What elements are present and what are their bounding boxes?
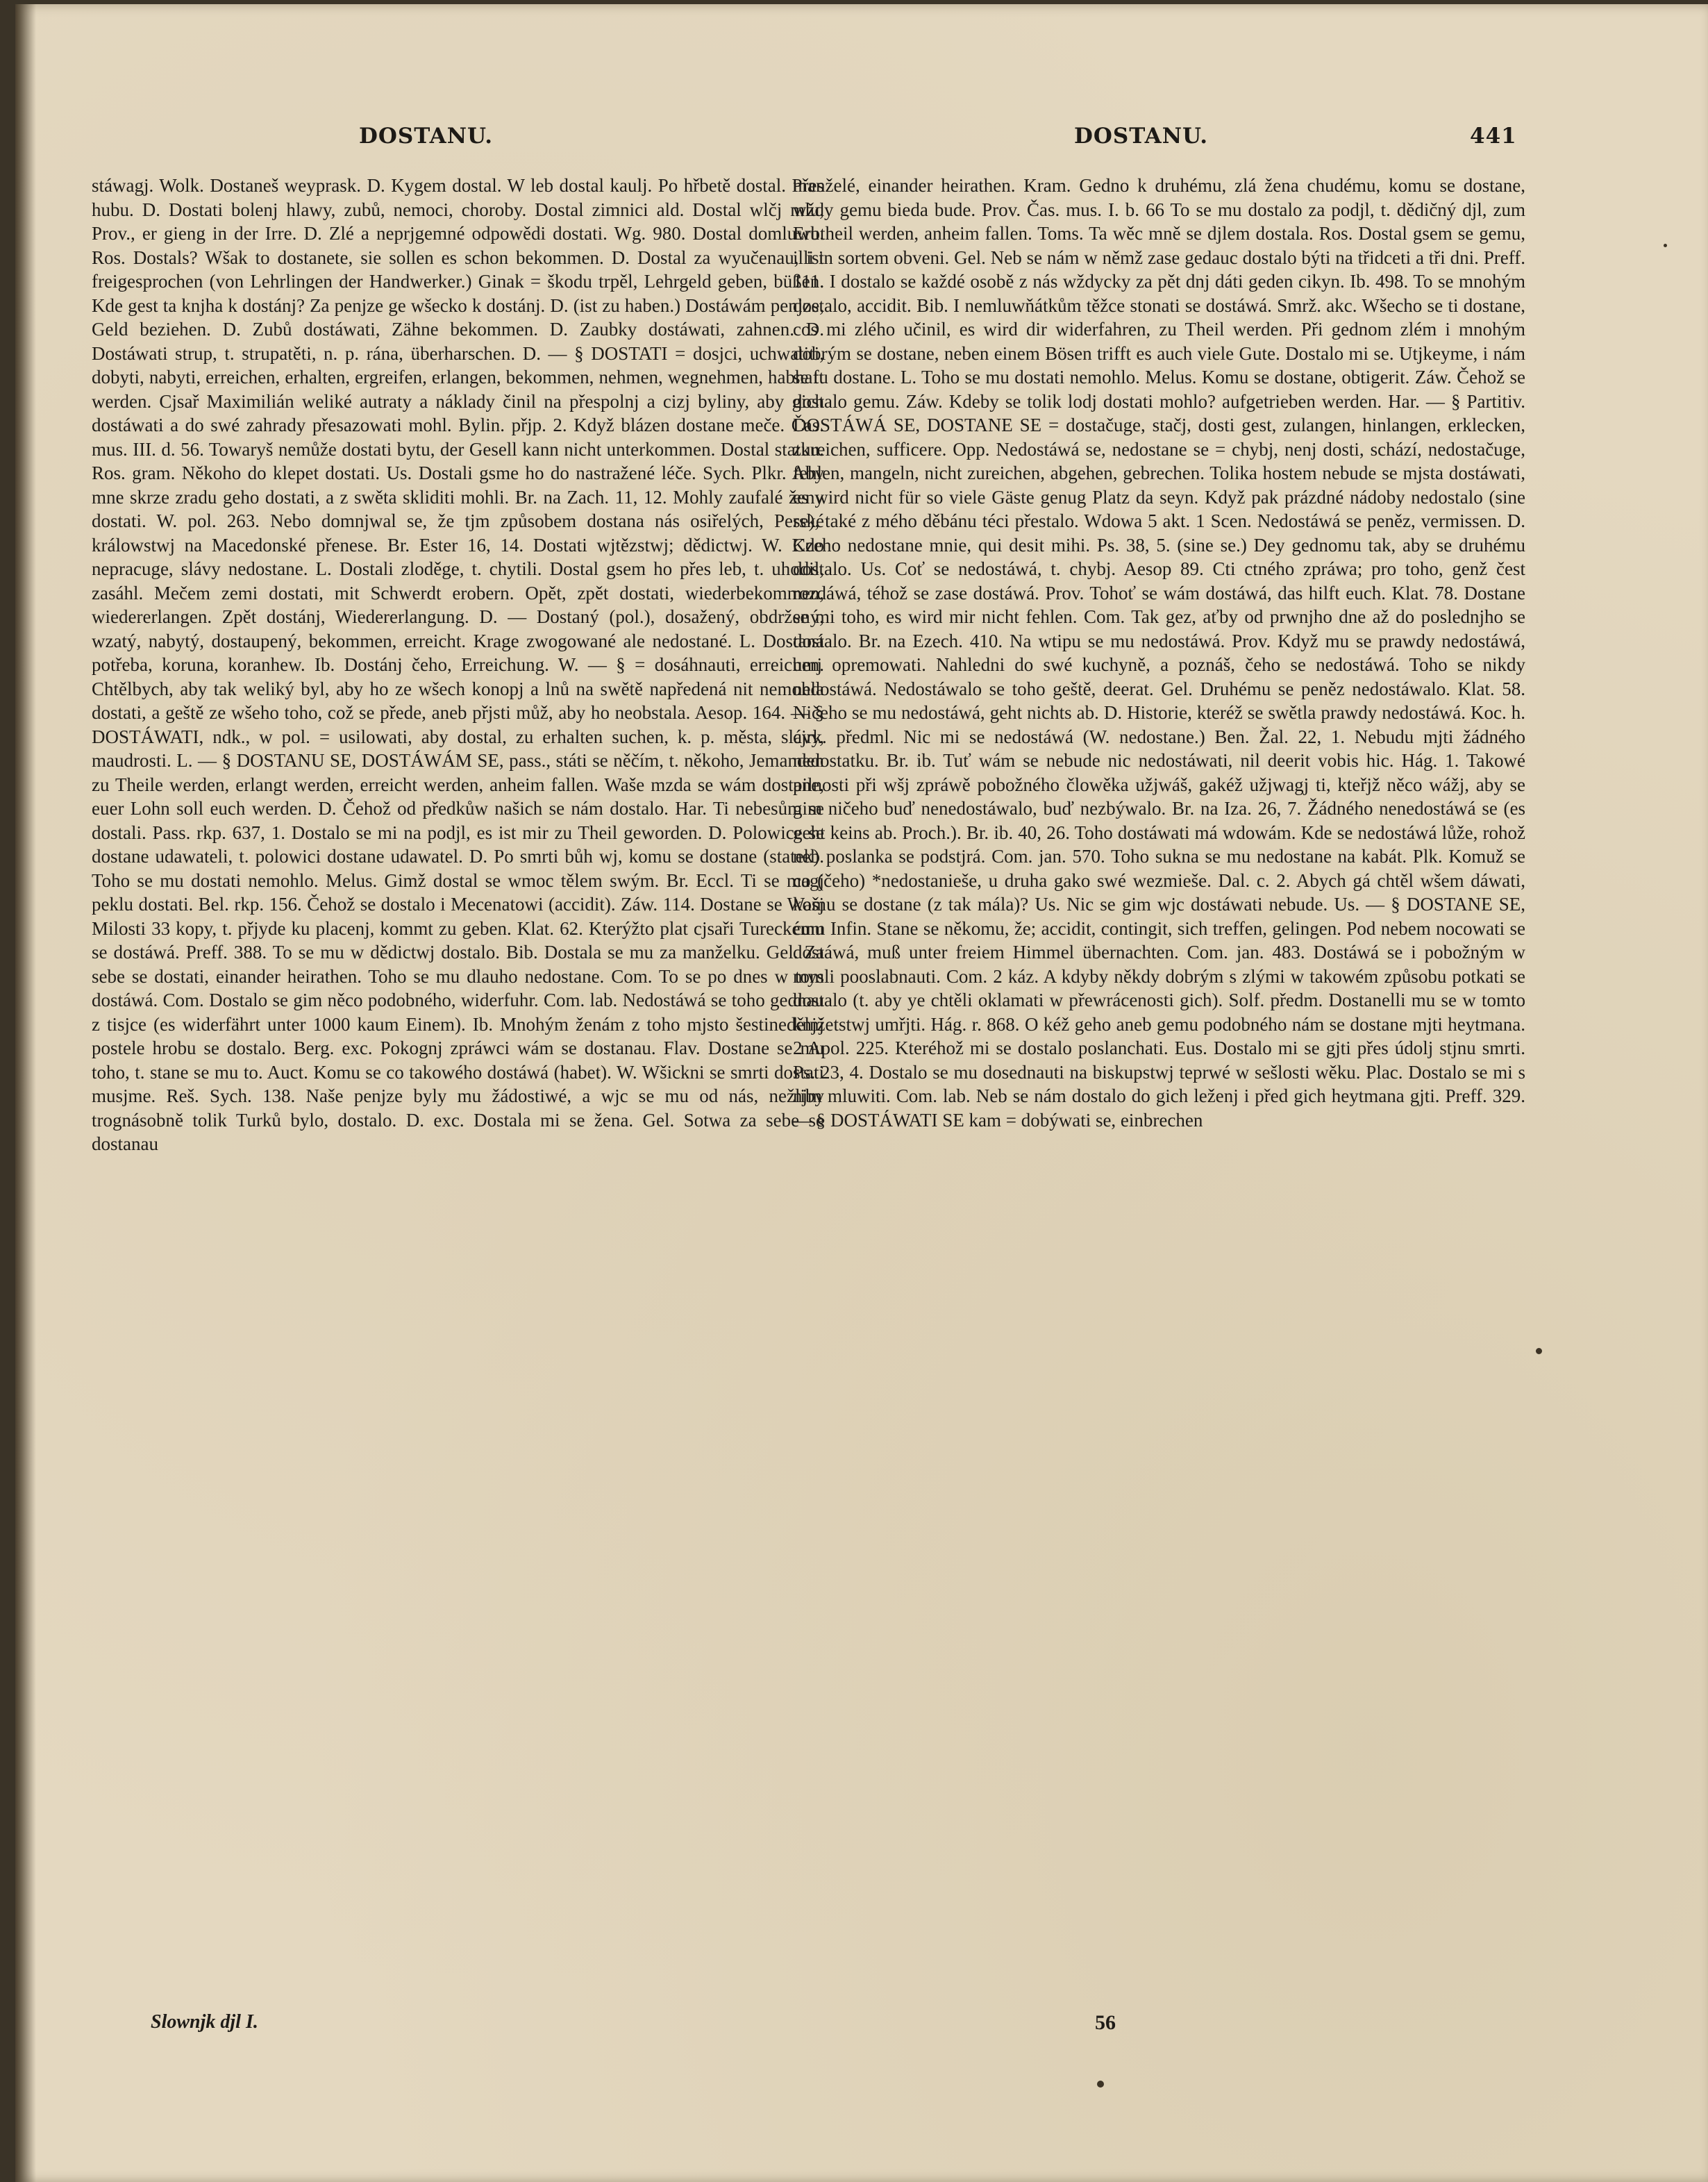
running-head-left: DOSTANU. [359, 124, 494, 149]
right-column [793, 174, 1525, 1137]
signature-mark: 56 [1095, 2011, 1116, 2034]
ink-speck [1097, 2081, 1104, 2088]
left-column [92, 174, 824, 1161]
page-number: 441 [1470, 124, 1517, 149]
volume-footer: Slownjk djl I. [151, 2011, 258, 2033]
binding-gutter [15, 4, 36, 2182]
ink-speck [1664, 244, 1667, 247]
right-column-text: manželé, einander heirathen. Kram. Gedno k druhému, zlá žena chudému, komu se dostane, wždy gemu bieda bude. Prov. Čas. mus. I. b. 66 To se mu dostalo za podjl, t. dědičný djl, zum Erbtheil werden, anheim fallen. Toms. Ta wěc mně se djlem dostala. Ros. Dostal gsem se gemu, illi in sortem obveni. Gel. Neb se nám w němž zase gedauc dostalo býti na třidceti a tři dni. Preff. 111. I dostalo se každé osobě z nás wždycky za pět dnj dáti geden cikyn. Ib. 498. To se mnohým dostalo, accidit. Bib. I nemluwňátkům těžce stonati se dostáwá. Smrž. akc. Wšecho se ti dostane, cos mi zlého učinil, es wird dir widerfahren, zu Theil werden. Při gednom zlém i mnohým dobrým se dostane, neben einem Bösen trifft es auch viele Gute. Dostalo mi se. Utjkeyme, i nám se tu dostane. L. Toho se mu dostati nemohlo. Melus. Komu se dostane, obtigerit. Záw. Čehož se dostalo gemu. Záw. Kdeby se tolik lodj dostati mohlo? aufgetrieben werden. Har. — § Partitiv. DOSTÁWÁ SE, DOSTANE SE = dostačuge, stačj, dosti gest, zulangen, hinlangen, erklecken, zureichen, sufficere. Opp. Nedostáwá se, nedostane se = chybj, nenj dosti, schází, nedostačuge, fehlen, mangeln, nicht zureichen, abgehen, gebrechen. Tolika hostem nebude se mjsta dostáwati, es wird nicht für so viele Gäste genug Platz da seyn. Když pak prázdné nádoby nedostalo (sine se), také z mého děbánu téci přestalo. Wdowa 5 akt. 1 Scen. Nedostáwá se peněz, vermissen. D. Czeho nedostane mnie, qui desit mihi. Ps. 38, 5. (sine se.) Dey gednomu tak, aby se druhému dostalo. Us. Coť se nedostáwá, t. chybj. Aesop 89. Cti ctného zpráwa; pro toho, genž čest rozdáwá, téhož se zase dostáwá. Prov. Tohoť se wám dostáwá, das hilft euch. Klat. 78. Dostane se mi toho, es wird mir nicht fehlen. Com. Tak gez, aťby od prwnjho dne až do poslednjho se dostalo. Br. na Ezech. 410. Na wtipu se mu nedostáwá. Prov. Když mu se prawdy nedostáwá, umj opremowati. Nahledni do swé kuchyně, a poznáš, čeho se nedostáwá. Toho se nikdy nedostáwá. Nedostáwalo se toho geště, deerat. Gel. Druhému se peněz nedostáwalo. Klat. 58. Ničeho se mu nedostáwá, geht nichts ab. D. Historie, kteréž se swětla prawdy nedostáwá. Koc. h. cjrk. předml. Nic mi se nedostáwá (W. nedostane.) Ben. Žal. 22, 1. Nebudu mjti žádného nedostatku. Br. ib. Tuť wám se nebude nic nedostáwati, nil deerit vobis hic. Hág. 1. Takowé pilnosti při wšj zpráwě pobožného člowěka užjwáš, gakéž užjwagj ti, kteřjž něco wážj, aby se gim ničeho buď nenedostáwalo, buď nezbýwalo. Br. na Iza. 26, 7. Žádného nenedostáwá se (es geht keins ab. Proch.). Br. ib. 40, 26. Toho dostáwati má wdowám. Kde se nedostáwá lůže, rohož neb poslanka se podstjrá. Com. jan. 570. Toho sukna se mu nedostane na kabát. Plk. Komuž se co (čeho) *nedostanieše, u druha gako swé wezmieše. Dal. c. 2. Abych gá chtěl wšem dáwati, komu se dostane (z tak mála)? Us. Nic se gim wjc dostáwati nebude. Us. — § DOSTANE SE, cum Infin. Stane se někomu, že; accidit, contingit, sich treffen, gelingen. Pod nebem nocowati se dostáwá, muß unter freiem Himmel übernachten. Com. jan. 483. Dostáwá se i pobožným w mysli pooslabnauti. Com. 2 káz. A kdyby někdy dobrým s zlými w takowém způsobu potkati se dostalo (t. aby ye chtěli oklamati w přewrácenosti gich). Solf. předm. Dostanelli mu se w tomto knjžetstwj umřjti. Hág. r. 868. O kéž geho aneb gemu podobného nám se dostane mjti heytmana. 2 Apol. 225. Kteréhož mi se dostalo poslanchati. Eus. Dostalo mi se gjti přes údolj stjnu smrti. Ps. 23, 4. Dostalo se mu dosednauti na biskupstwj teprwé w sešlosti wěku. Plac. Dostalo se mi s njm mluwiti. Com. lab. Neb se nám dostalo do gich leženj i před gich heytmana gjti. Preff. 329. — § DOSTÁWATI SE kam = dobýwati se, einbrechen [793, 175, 1525, 1131]
ink-speck [1536, 1348, 1542, 1354]
left-column-text: stáwagj. Wolk. Dostaneš weyprask. D. Kygem dostal. W leb dostal kaulj. Po hřbetě dostal. Přes hubu. D. Dostati bolenj hlawy, zubů, nemoci, choroby. Dostal zimnici ald. Dostal wlčj mlu, Prov., er gieng in der Irre. D. Zlé a neprjgemné odpowědi dostati. Wg. 980. Dostal domluwu. Ros. Dostals? Wšak to dostanete, sie sollen es schon bekommen. D. Dostal za wyučenau, ist freigesprochen (von Lehrlingen der Handwerker.) Ginak = škodu trpěl, Lehrgeld geben, büßen. Kde gest ta knjha k dostánj? Za penjze ge wšecko k dostánj. D. (ist zu haben.) Dostáwám penjze, Geld beziehen. D. Zubů dostáwati, Zähne bekommen. D. Zaubky dostáwati, zahnen. D. Dostáwati strup, t. strupatěti, n. p. rána, überharschen. D. — § DOSTATI = dosjci, uchwatiti, dobyti, nabyti, erreichen, erhalten, ergreifen, erlangen, bekommen, nehmen, wegnehmen, habhaft werden. Cjsař Maximilián weliké autraty a náklady činil na přespolnj a cizj byliny, aby gich dostáwati a do swé zahrady přesazowati mohl. Bylin. přjp. 2. Když blázen dostane meče. Čas. mus. III. d. 56. Towaryš nemůže dostati bytu, der Gesell kann nicht unterkommen. Dostal statku. Ros. gram. Někoho do klepet dostati. Us. Dostali gsme ho do nastražené léče. Sych. Plkr. Aby mne skrze zradu geho dostati, a z swěta skliditi mohli. Br. na Zach. 11, 12. Mohly zaufalé ženy dostati. W. pol. 263. Nebo domnjwal se, že tjm způsobem dostana nás osiřelých, Perské králowstwj na Macedonské přenese. Br. Ester 16, 14. Dostati wjtězstwj; dědictwj. W. Kdo nepracuge, slávy nedostane. L. Dostali zloděge, t. chytili. Dostal gsem ho přes leb, t. uhodil, zasáhl. Mečem zemi dostati, mit Schwerdt erobern. Opět, zpět dostati, wiederbekommen, wiedererlangen. Zpět dostánj, Wiedererlangung. D. — Dostaný (pol.), dosažený, obdržený, wzatý, nabytý, dostaupený, bekommen, erreicht. Krage zwogowané ale nedostané. L. Dostaná potřeba, koruna, koranhew. Ib. Dostánj čeho, Erreichung. W. — § = dosáhnauti, erreichen. Chtělbych, aby tak weliký byl, aby ho ze wšech konopj a lnů na swětě napředená nit nemohla dostati, a geště ze wšeho toho, což se přede, aneb přjsti můž, aby ho neobstala. Aesop. 164. — § DOSTÁWATI, ndk., w pol. = usilowati, aby dostal, zu erhalten suchen, k. p. města, slávy, maudrosti. L. — § DOSTANU SE, DOSTÁWÁM SE, pass., státi se něčím, t. někoho, Jemanden zu Theile werden, erlangt werden, erreicht werden, anheim fallen. Waše mzda se wám dostane, euer Lohn soll euch werden. D. Čehož od předkůw našich se nám dostalo. Har. Ti nebesům se dostali. Pass. rkp. 637, 1. Dostalo se mi na podjl, es ist mir zu Theil geworden. D. Polowice se dostane udawateli, t. polowici dostane udawatel. D. Po smrti bůh wj, komu se dostane (statek). Toho se mu dostati nemohlo. Melus. Gimž dostal se wmoc tělem swým. Br. Eccl. Ti se magj peklu dostati. Bel. rkp. 156. Čehož se dostalo i Mecenatowi (accidit). Záw. 114. Dostane se Wašj Milosti 33 kopy, t. přjyde ku placenj, kommt zu geben. Klat. 62. Kterýžto plat cjsaři Tureckému se dostáwá. Preff. 388. To se mu w dědictwj dostalo. Bib. Dostala se mu za manželku. Gel. Za sebe se dostati, einander heirathen. Toho se mu dlauho nedostane. Com. To se po dnes w tom dostáwá. Com. Dostalo se gim něco podobného, widerfuhr. Com. lab. Nedostáwá se toho gednau z tisjce (es widerfährt unter 1000 kaum Einem). Ib. Mnohým ženám z toho mjsto šestinedělnj postele hrobu se dostalo. Berg. exc. Pokognj zpráwci wám se dostanau. Flav. Dostane se mu toho, t. stane se mu to. Auct. Komu se co takowého dostáwá (habet). W. Wšickni se smrti dostati musjme. Reš. Sych. 138. Naše penjze byly mu žádostiwé, a wjc se mu od nás, nežliby trognásobně tolik Turků bylo, dostalo. D. exc. Dostala mi se žena. Gel. Sotwa za sebe se dostanau [92, 175, 824, 1154]
dictionary-page [15, 4, 1708, 2182]
running-head-center: DOSTANU. [1074, 124, 1209, 149]
